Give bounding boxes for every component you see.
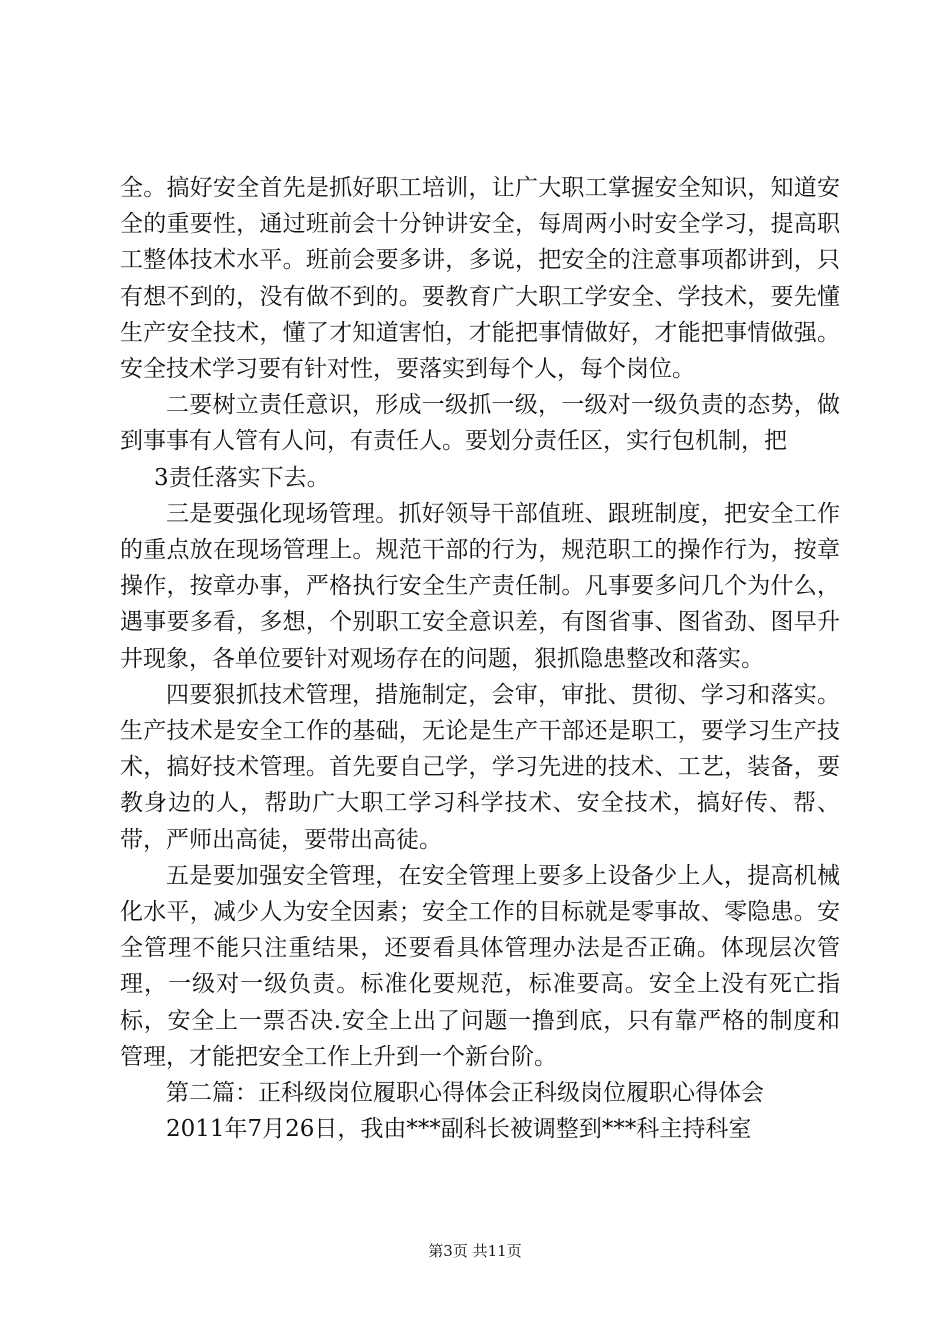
page-number-footer: 第3页 共11页 <box>428 1242 522 1260</box>
document-body <box>120 170 840 1147</box>
paragraph-responsibility-continued: 3责任落实下去。 <box>154 464 330 491</box>
paragraph-technical-management: 四要狠抓技术管理，措施制定，会审，审批、贯彻、学习和落实。生产技术是安全工作的基础，无论是生产干部还是职工，要学习生产技术，搞好技术管理。首先要自己学，学习先进的技术、工艺，装备，要教身边的人，帮助广大职工学习科学技术、安全技术，搞好传、帮、带，严师出高徒，要带出高徒。 <box>120 681 840 853</box>
paragraph-site-management: 三是要强化现场管理。抓好领导干部值班、跟班制度，把安全工作的重点放在现场管理上。规范干部的行为，规范职工的操作行为，按章操作，按章办事，严格执行安全生产责任制。凡事要多问几个为什么，遇事要多看，多想，个别职工安全意识差，有图省事、图省劲、图早升井现象，各单位要针对观场存在的问题，狠抓隐患整改和落实。 <box>120 500 840 672</box>
paragraph-training: 全。搞好安全首先是抓好职工培训，让广大职工掌握安全知识，知道安全的重要性，通过班前会十分钟讲安全，每周两小时安全学习，提高职工整体技术水平。班前会要多讲，多说，把安全的注意事项都讲到，只有想不到的，没有做不到的。要教育广大职工学安全、学技术，要先懂生产安全技术，懂了才知道害怕，才能把事情做好，才能把事情做强。安全技术学习要有针对性，要落实到每个人，每个岗位。 <box>120 175 840 383</box>
paragraph-safety-management: 五是要加强安全管理，在安全管理上要多上设备少上人，提高机械化水平，减少人为安全因素；安全工作的目标就是零事故、零隐患。安全管理不能只注重结果，还要看具体管理办法是否正确。体现层次管理，一级对一级负责。标准化要规范，标准要高。安全上没有死亡指标，安全上一票否决.安全上出了问题一撸到底，只有靠严格的制度和管理，才能把安全工作上升到一个新台阶。 <box>120 862 840 1070</box>
section-heading-part-two: 第二篇：正科级岗位履职心得体会正科级岗位履职心得体会 <box>166 1080 764 1107</box>
paragraph-part-two-opening: 2011年7月26日，我由***副科长被调整到***科主持科室 <box>166 1116 752 1143</box>
paragraph-responsibility: 二要树立责任意识，形成一级抓一级，一级对一级负责的态势，做到事事有人管有人问，有责任人。要划分责任区，实行包机制，把 <box>120 392 840 455</box>
